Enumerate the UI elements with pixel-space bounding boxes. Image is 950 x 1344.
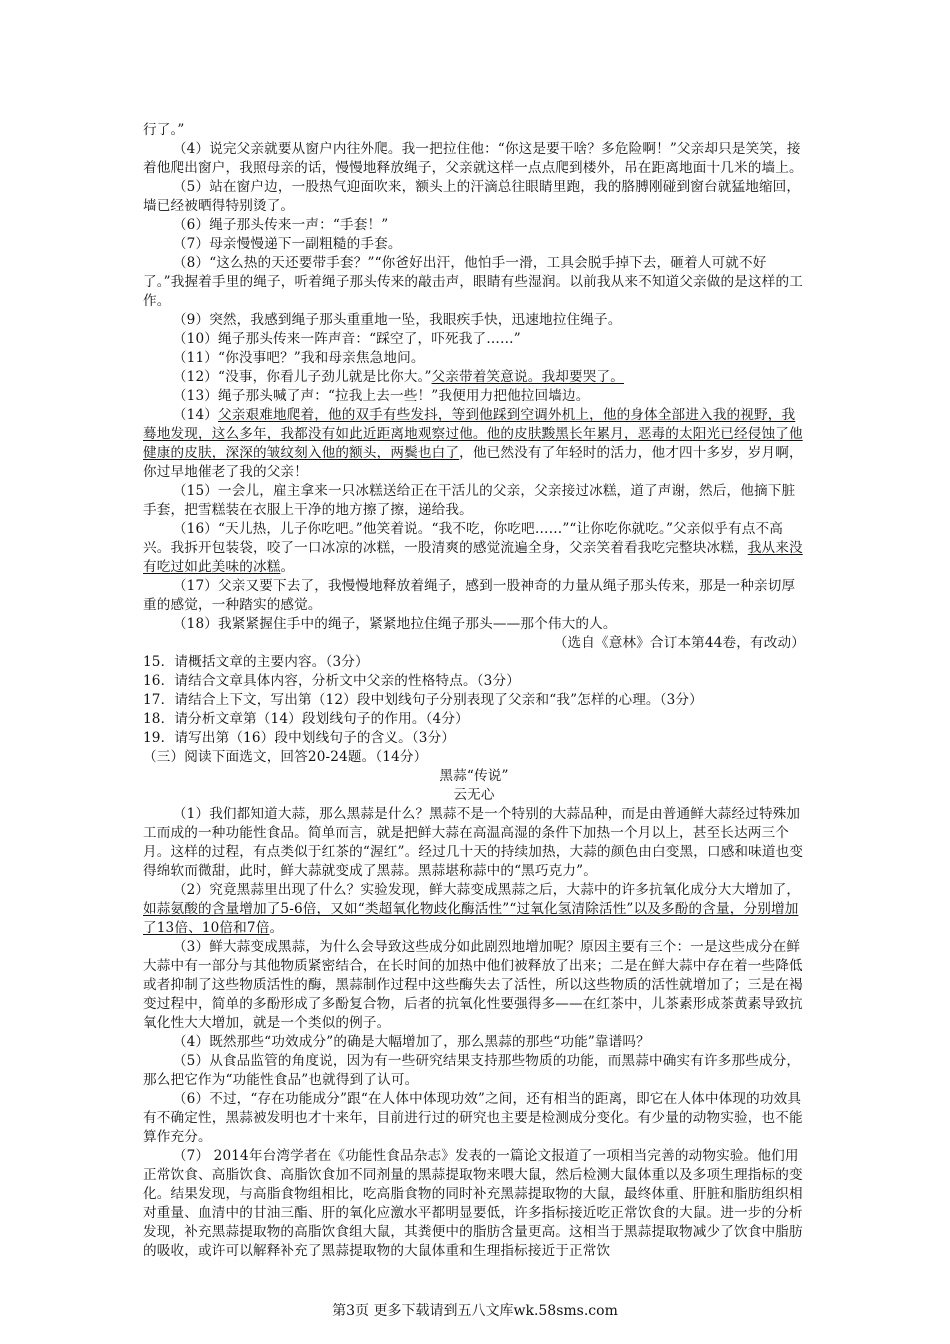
paragraph-14 <box>143 406 805 482</box>
underlined-sentence-16: 我从来没有吃过如此美味的冰糕 <box>143 540 803 575</box>
paragraph-15: （15）一会儿，雇主拿来一只冰糕送给正在干活儿的父亲，父亲接过冰糕，道了声谢，然后，他摘下脏手套，把雪糕装在衣服上干净的地方擦了擦，递给我。 <box>143 483 796 518</box>
paragraph-13: （13）绳子那头喊了声：“拉我上去一些！”我便用力把他拉回墙边。 <box>172 388 590 404</box>
paragraph-16-text: （16）“天儿热，儿子你吃吧。”他笑着说。“我不吃，你吃吧……”“让你吃你就吃。”父亲似乎有点不高兴。我拆开包装袋，咬了一口冰凉的冰糕，一股清爽的感觉流遍全身，父亲笑着看我吃完整块冰糕， <box>143 521 783 556</box>
paragraph-17: （17）父亲又要下去了，我慢慢地释放着绳子，感到一股神奇的力量从绳子那头传来，那是一种亲切厚重的感觉，一种踏实的感觉。 <box>143 578 796 613</box>
article-paragraph-2-text: （2）究竟黑蒜里出现了什么？实验发现，鲜大蒜变成黑蒜之后，大蒜中的许多抗氧化成分大大增加了， <box>172 882 801 898</box>
article-author: 云无心 <box>453 787 495 803</box>
paragraph-16 <box>143 520 805 577</box>
paragraph-14-number: （14） <box>172 407 218 423</box>
article-paragraph-4: （4）既然那些“功效成分”的确是大幅增加了，那么黑蒜的那些“功能”靠谱吗？ <box>172 1034 650 1050</box>
paragraph-5: （5）站在窗户边，一股热气迎面吹来，额头上的汗滴总往眼睛里跑，我的胳膊刚碰到窗台就猛地缩回，墙已经被晒得特别烫了。 <box>143 179 801 214</box>
underlined-sentence-14: 父亲艰难地爬着，他的双手有些发抖，等到他踩到空调外机上，他的身体全部进入我的视野，我蓦地发现，这么多年，我都没有如此近距离地观察过他。他的皮肤黢黑长年累月，恶毒的太阳光已经侵蚀了他健康的皮肤，深深的皱纹刻入他的额头，两鬓也白了 <box>143 407 803 461</box>
underlined-sentence-12: 父亲带着笑意说。我却要哭了。 <box>431 369 624 385</box>
question-17: 17．请结合上下文，写出第（12）段中划线句子分别表现了父亲和“我”怎样的心理。（3分） <box>143 692 703 708</box>
article-paragraph-5: （5）从食品监管的角度说，因为有一些研究结果支持那些物质的功能，而黑蒜中确实有许多那些成分，那么把它作为“功能性食品”也就得到了认可。 <box>143 1053 801 1088</box>
article-paragraph-2 <box>143 881 805 938</box>
paragraph-10: （10）绳子那头传来一阵声音：“踩空了，吓死我了……” <box>172 331 521 347</box>
question-16: 16．请结合文章具体内容，分析文中父亲的性格特点。（3分） <box>143 673 520 689</box>
underlined-sentence-article-2: 如蒜氨酸的含量增加了5-6倍，又如“类超氧化物歧化酶活性”“过氧化氢清除活性”以及多酚的含量，分别增加了13倍、10倍和7倍 <box>143 901 799 936</box>
paragraph-6: （6）绳子那头传来一声：“手套！” <box>172 217 389 233</box>
article-title: 黑蒜“传说” <box>439 768 509 784</box>
paragraph-12 <box>143 368 805 387</box>
article-paragraph-7: （7） 2014年台湾学者在《功能性食品杂志》发表的一篇论文报道了一项相当完善的动物实验。他们用正常饮食、高脂饮食、高脂饮食加不同剂量的黑蒜提取物来喂大鼠，然后检测大鼠体重以及多项生理指标的变化。结果发现，与高脂食物组相比，吃高脂食物的同时补充黑蒜提取物的大鼠，最终体重、肝脏和脂肪组织相对重量、血清中的甘油三酯、肝的氧化应激水平都明显要低，许多指标接近吃正常饮食的大鼠。进一步的分析发现，补充黑蒜提取物的高脂饮食组大鼠，其粪便中的脂肪含量更高。这相当于黑蒜提取物减少了饮食中脂肪的吸收，或许可以解释补充了黑蒜提取物的大鼠体重和生理指标接近于正常饮 <box>143 1148 803 1259</box>
article-paragraph-6: （6）不过，“存在功能成分”跟“在人体中体现功效”之间，还有相当的距离，即它在人体中体现的功效具有不确定性，黑蒜被发明也才十来年，目前进行过的研究也主要是检测成分变化。有少量的动物实验，也不能算作充分。 <box>143 1091 803 1145</box>
article-paragraph-1: （1）我们都知道大蒜，那么黑蒜是什么？黑蒜不是一个特别的大蒜品种，而是由普通鲜大蒜经过特殊加工而成的一种功能性食品。简单而言，就是把鲜大蒜在高温高湿的条件下加热一个月以上，甚至长达两三个月。这样的过程，有点类似于红茶的“渥红”。经过几十天的持续加热，大蒜的颜色由白变黑，口感和味道也变得绵软而微甜，此时，鲜大蒜就变成了黑蒜。黑蒜堪称蒜中的“黑巧克力”。 <box>143 806 804 879</box>
question-18: 18．请分析文章第（14）段划线句子的作用。（4分） <box>143 711 469 727</box>
text-line: 行了。” <box>143 122 185 138</box>
article-paragraph-3: （3）鲜大蒜变成黑蒜，为什么会导致这些成分如此剧烈地增加呢？原因主要有三个：一是这些成分在鲜大蒜中有一部分与其他物质紧密结合，在长时间的加热中他们被释放了出来；二是在鲜大蒜中存在着一些降低或者抑制了这些物质活性的酶，黑蒜制作过程中这些酶失去了活性，所以这些物质的活性就增加了；三是在褐变过程中，简单的多酚形成了多酚复合物，后者的抗氧化性要强得多——在红茶中，儿茶素形成茶黄素导致抗氧化性大大增加，就是一个类似的例子。 <box>143 939 803 1031</box>
page-content <box>143 121 805 1261</box>
question-19: 19．请写出第（16）段中划线句子的含义。（3分） <box>143 730 456 746</box>
paragraph-9: （9）突然，我感到绳子那头重重地一坠，我眼疾手快，迅速地拉住绳子。 <box>172 312 622 328</box>
paragraph-18: （18）我紧紧握住手中的绳子，紧紧地拉住绳子那头——那个伟大的人。 <box>172 616 617 632</box>
section-heading: （三）阅读下面选文，回答20-24题。（14分） <box>143 749 428 765</box>
page-footer: 第3页 更多下载请到五八文库wk.58sms.com <box>332 1303 618 1319</box>
source-citation: （选自《意林》合订本第44卷，有改动） <box>553 635 805 651</box>
paragraph-4: （4）说完父亲就要从窗户内往外爬。我一把拉住他：“你这是要干啥？多危险啊！”父亲却只是笑笑，接着他爬出窗户，我照母亲的话，慢慢地释放绳子，父亲就这样一点点爬到楼外，吊在距离地面十几米的墙上。 <box>143 141 803 176</box>
paragraph-8: （8）“这么热的天还要带手套？”“你爸好出汗，他怕手一滑，工具会脱手掉下去，砸着人可就不好了。”我握着手里的绳子，听着绳子那头传来的敲击声，眼睛有些湿润。以前我从来不知道父亲做的是这样的工作。 <box>143 255 803 309</box>
paragraph-7: （7）母亲慢慢递下一副粗糙的手套。 <box>172 236 402 252</box>
question-15: 15．请概括文章的主要内容。（3分） <box>143 654 369 670</box>
article-paragraph-2-end: 。 <box>269 920 284 936</box>
paragraph-16-end: 。 <box>280 559 295 575</box>
paragraph-14-tail: ，他已然没有了年轻时的活力，他才四十多岁，岁月啊，你过早地催老了我的父亲！ <box>143 445 803 480</box>
paragraph-12-text: （12）“没事，你看儿子劲儿就是比你大。” <box>172 369 432 385</box>
paragraph-11: （11）“你没事吧？”我和母亲焦急地问。 <box>172 350 425 366</box>
